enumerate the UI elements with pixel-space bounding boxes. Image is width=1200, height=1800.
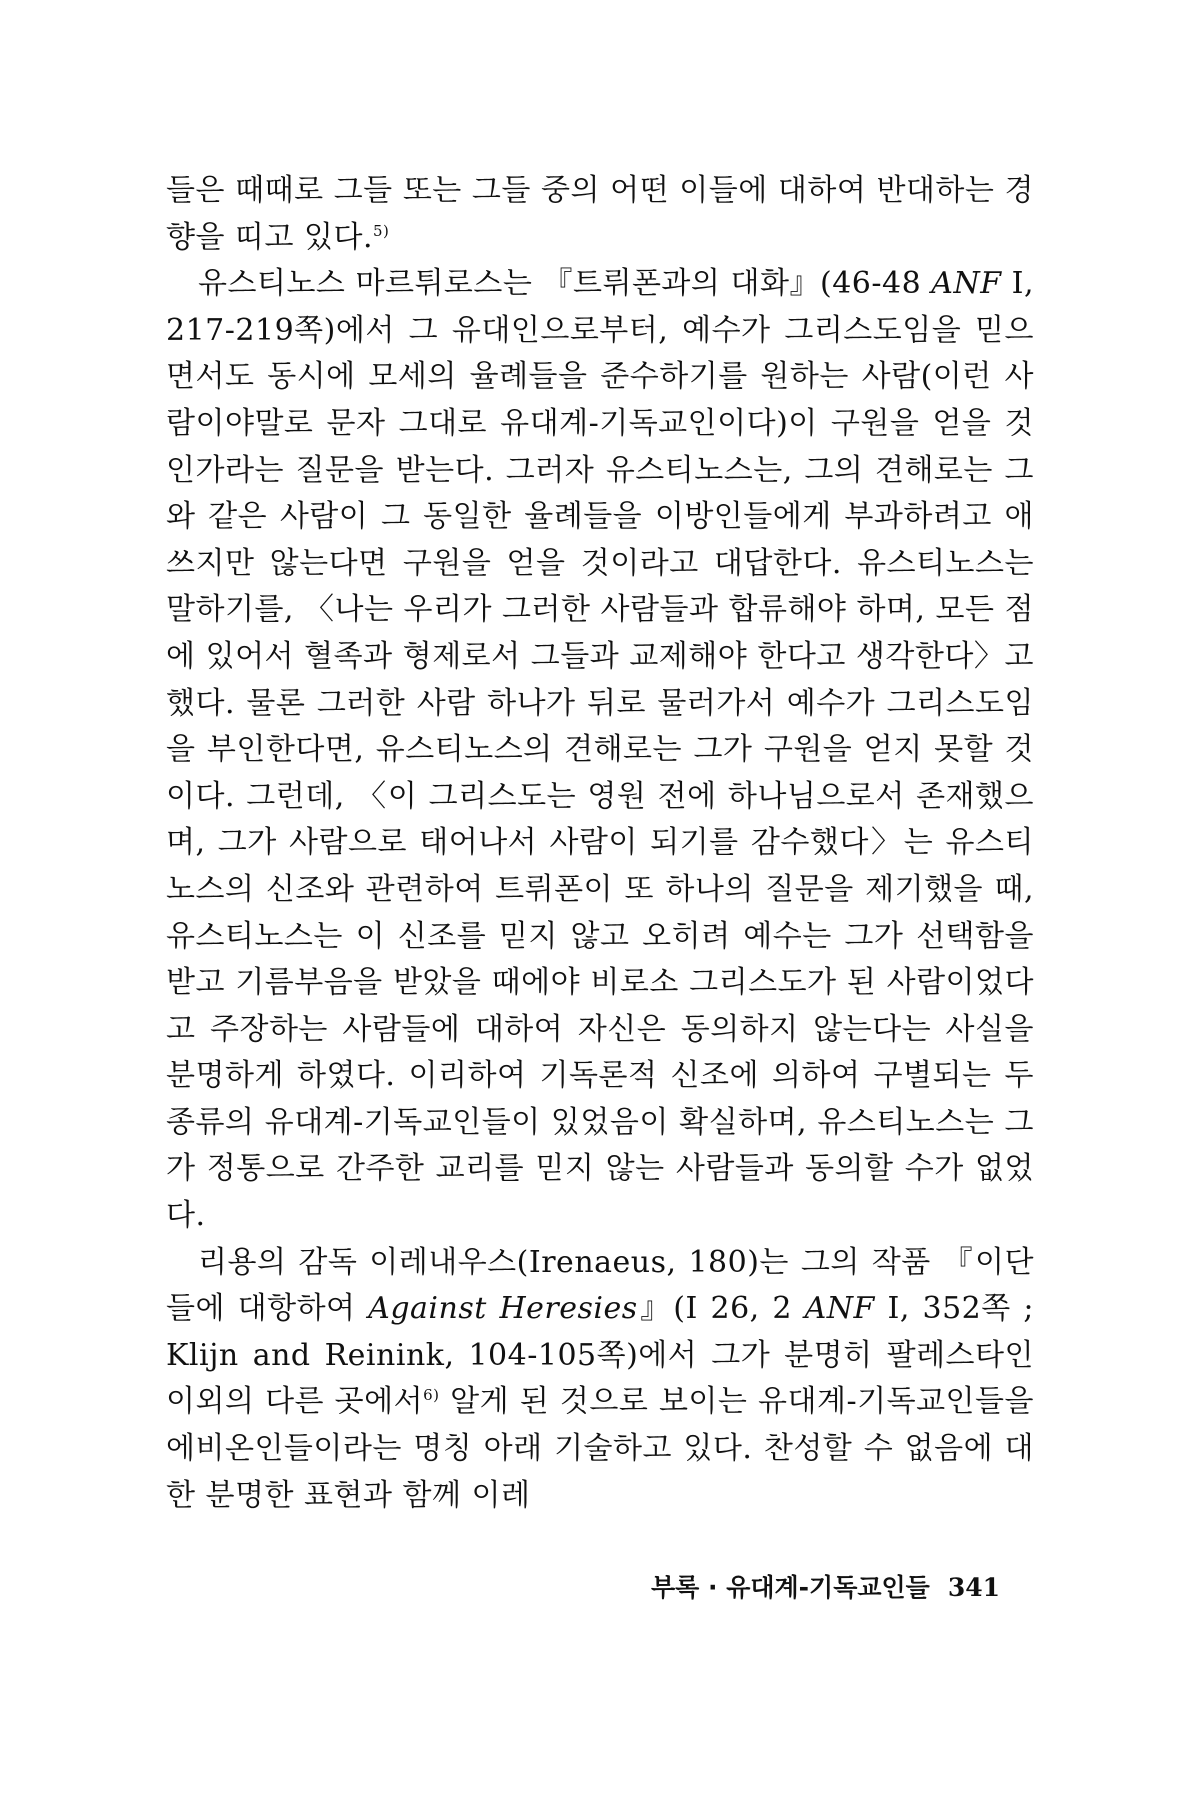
paragraph-text: 리용의 감독 이레내우스(Irenaeus, 180)는 그의 작품 『이단들에 대항하여 [166, 1244, 1034, 1327]
italic-title: Against Heresies [368, 1291, 638, 1327]
italic-abbrev: ANF [804, 1291, 875, 1327]
paragraph-2 [166, 261, 1034, 1239]
paragraph-text: 알게 된 것으로 보이는 유대계-기독교인들을 에비온인들이라는 명칭 아래 기술하고 있다. 찬성할 수 없음에 대한 분명한 표현과 함께 이레 [166, 1384, 1034, 1513]
paragraph-text: 』(I 26, 2 [637, 1291, 805, 1327]
paragraph-3 [166, 1240, 1034, 1520]
page-number: 341 [947, 1573, 1000, 1602]
paragraph-text: 들은 때때로 그들 또는 그들 중의 어떤 이들에 대하여 반대하는 경향을 띠고 있다. [166, 173, 1034, 255]
page-footer [651, 1568, 1000, 1604]
footnote-marker: 5) [373, 221, 390, 240]
running-title: 부록 · 유대계-기독교인들 [651, 1573, 930, 1602]
paragraph-1 [166, 168, 1034, 261]
footnote-marker: 6) [423, 1386, 440, 1405]
italic-abbrev: ANF [931, 266, 1002, 302]
paragraph-text: 유스티노스 마르튀로스는 『트뤼폰과의 대화』(46-48 [198, 266, 932, 302]
body-text [166, 168, 1034, 1519]
paragraph-text: I, 352쪽 ; Klijn and Reinink, 104-105쪽)에서 그가 분명히 팔레스타인 이외의 다른 곳에서 [166, 1291, 1034, 1420]
paragraph-text: I, 217-219쪽)에서 그 유대인으로부터, 예수가 그리스도임을 믿으면서도 동시에 모세의 율례들을 준수하기를 원하는 사람(이런 사람이야말로 문자 그대로 유대계-기독교인이다)이 구원을 얻을 것인가라는 질문을 받는다. 그러자 유스티노스는, 그의 견해로는 그와 같은 사람이 그 동일한 율례들을 이방인들에게 부과하려고 애쓰지만 않는다면 구원을 얻을 것이라고 대답한다. 유스티노스는 말하기를, 〈나는 우리가 그러한 사람들과 합류해야 하며, 모든 점에 있어서 혈족과 형제로서 그들과 교제해야 한다고 생각한다〉고 했다. 물론 그러한 사람 하나가 뒤로 물러가서 예수가 그리스도임을 부인한다면, 유스티노스의 견해로는 그가 구원을 얻지 못할 것이다. 그런데, 〈이 그리스도는 영원 전에 하나님으로서 존재했으며, 그가 사람으로 태어나서 사람이 되기를 감수했다〉는 유스티노스의 신조와 관련하여 트뤼폰이 또 하나의 질문을 제기했을 때, 유스티노스는 이 신조를 믿지 않고 오히려 예수는 그가 선택함을 받고 기름부음을 받았을 때에야 비로소 그리스도가 된 사람이었다고 주장하는 사람들에 대하여 자신은 동의하지 않는다는 사실을 분명하게 하였다. 이리하여 기독론적 신조에 의하여 구별되는 두 종류의 유대계-기독교인들이 있었음이 확실하며, 유스티노스는 그가 정통으로 간주한 교리를 믿지 않는 사람들과 동의할 수가 없었다. [166, 266, 1034, 1234]
